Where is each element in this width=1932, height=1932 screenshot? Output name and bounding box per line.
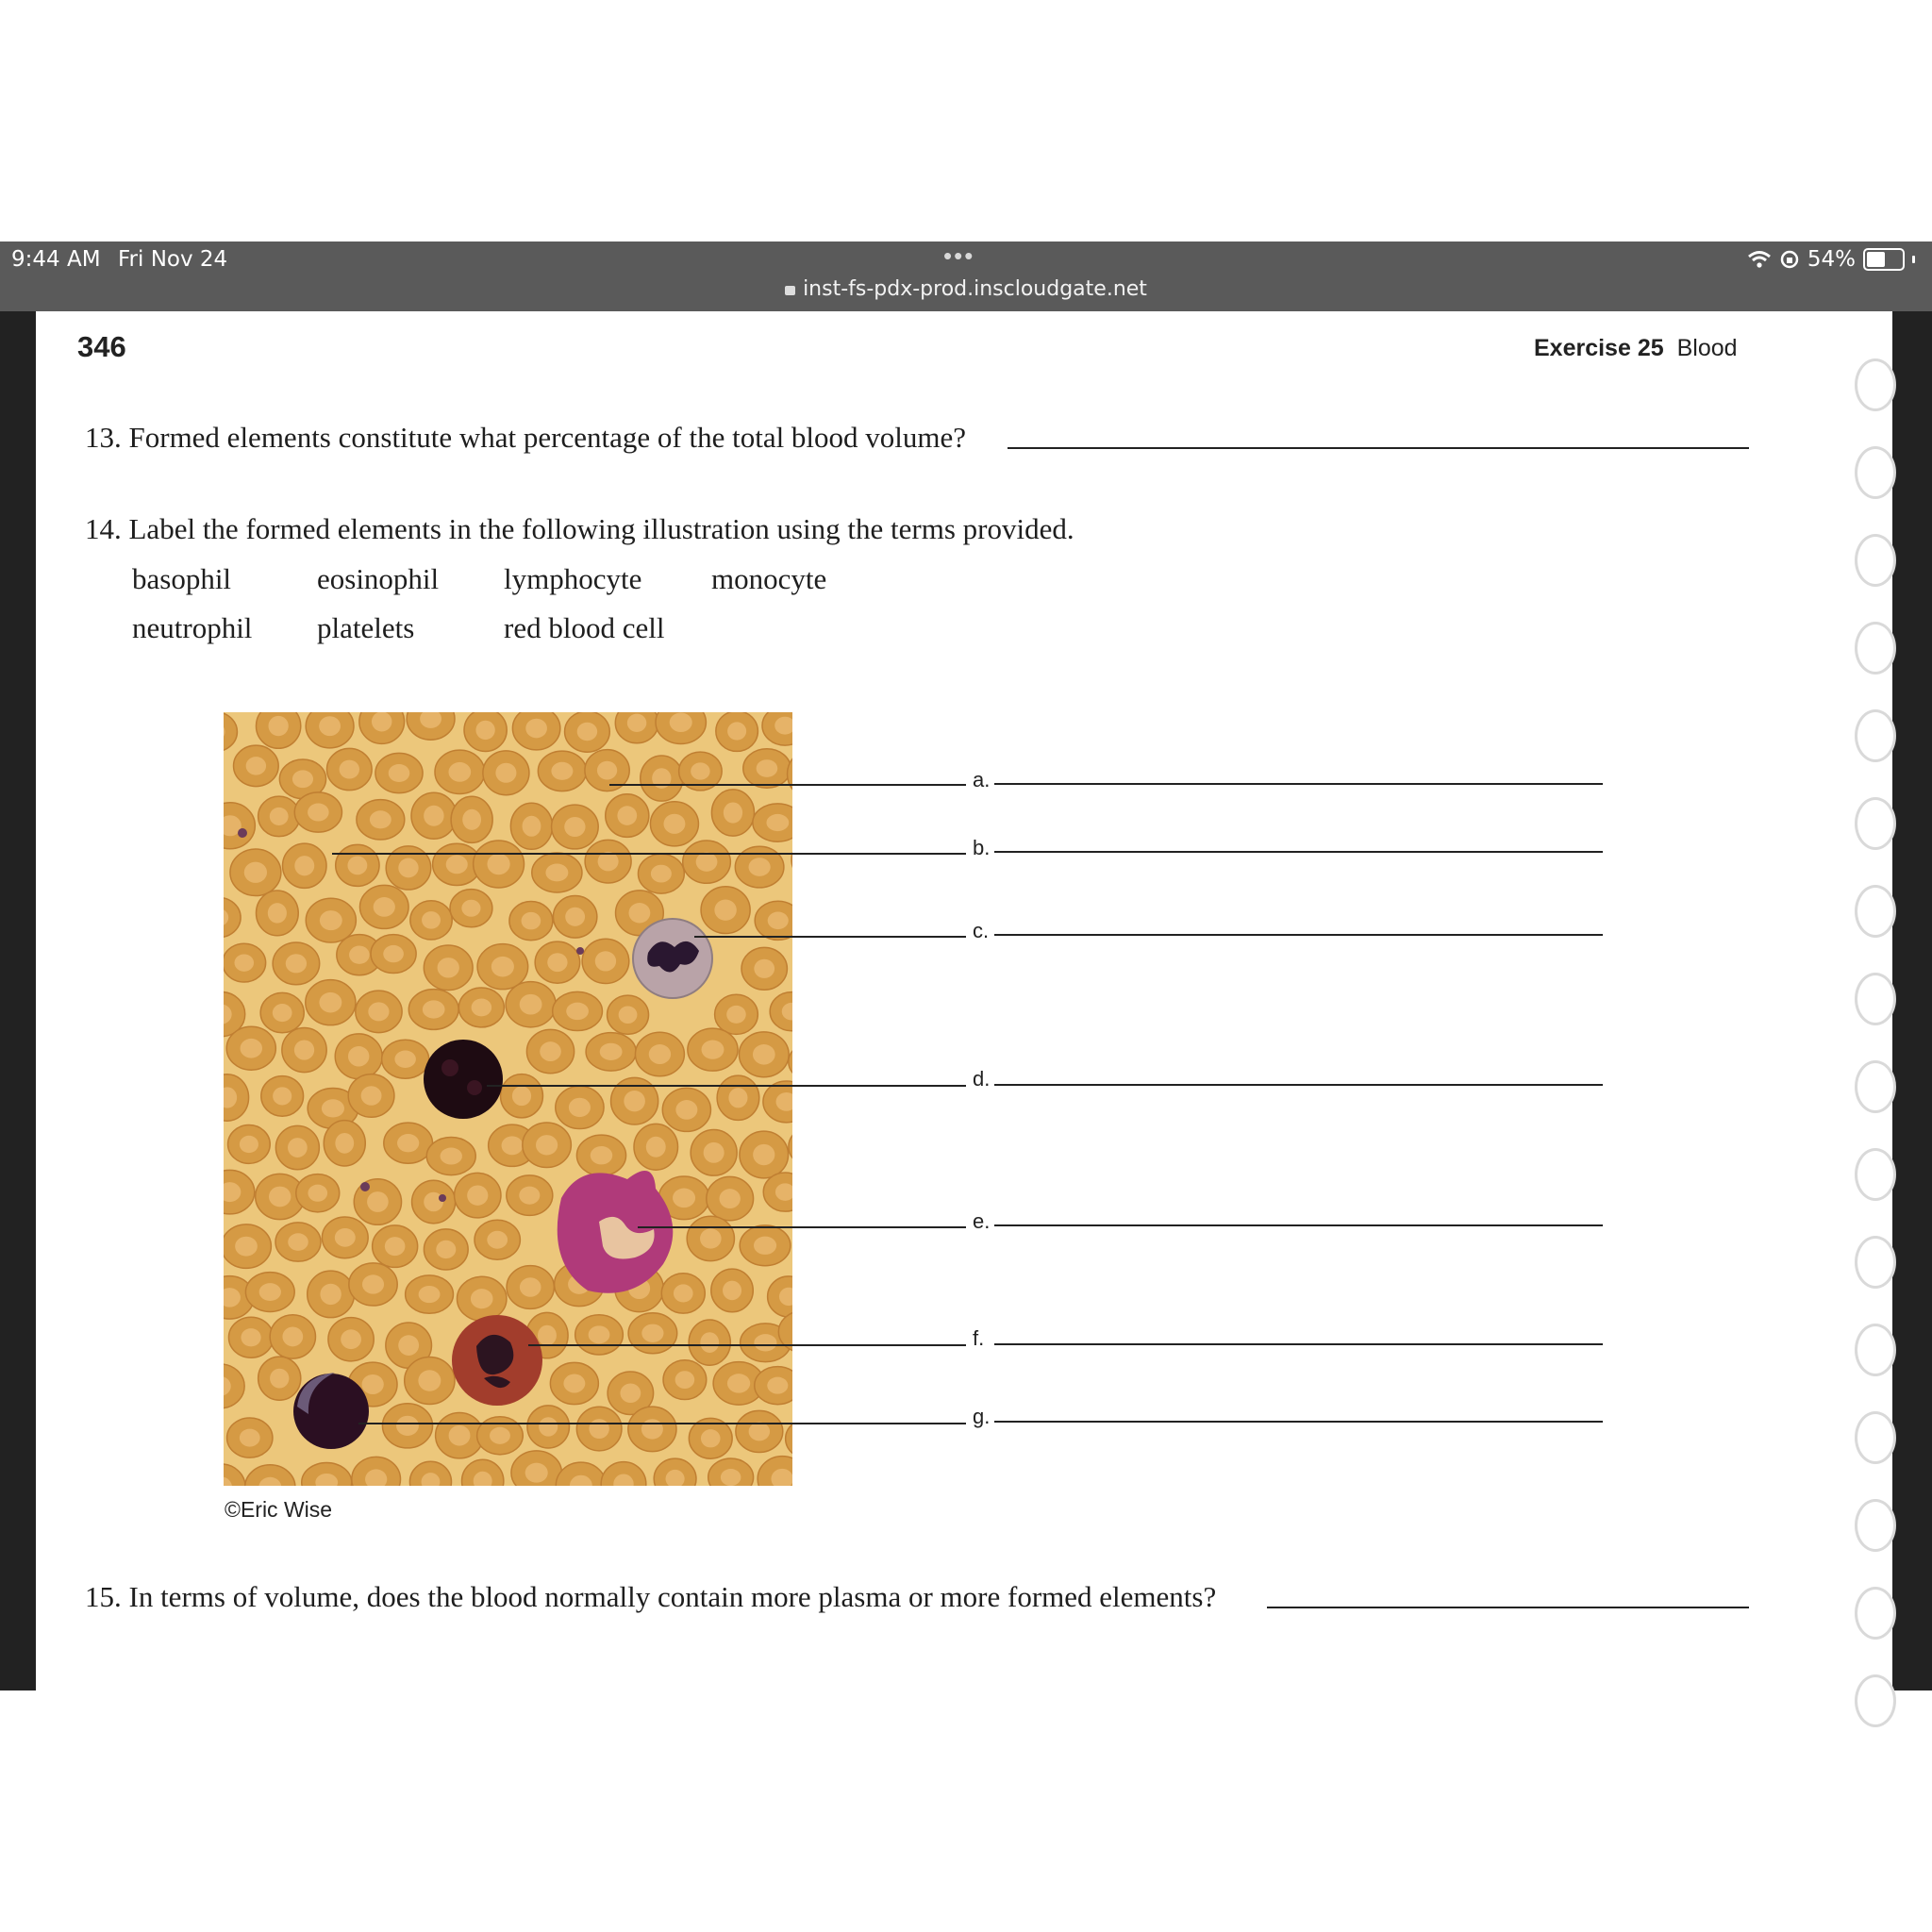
question-13-text: Formed elements constitute what percentage of the total blood volume? bbox=[128, 421, 967, 454]
red-blood-cell-center bbox=[235, 1237, 258, 1257]
wifi-icon bbox=[1747, 250, 1772, 269]
red-blood-cell-center bbox=[691, 762, 709, 779]
answer-line-b[interactable] bbox=[994, 851, 1603, 853]
red-blood-cell-center bbox=[241, 1039, 262, 1058]
red-blood-cell-center bbox=[620, 1384, 641, 1403]
binder-ring bbox=[1855, 1674, 1896, 1727]
red-blood-cell-center bbox=[538, 1325, 557, 1346]
red-blood-cell-center bbox=[423, 1000, 445, 1018]
red-blood-cell-center bbox=[566, 1003, 589, 1021]
red-blood-cell-center bbox=[389, 764, 410, 782]
red-blood-cell-center bbox=[268, 716, 288, 736]
red-blood-cell-center bbox=[487, 1231, 508, 1249]
red-blood-cell-center bbox=[461, 900, 480, 917]
red-blood-cell-center bbox=[675, 1371, 695, 1389]
red-blood-cell-center bbox=[723, 1281, 741, 1301]
red-blood-cell-center bbox=[472, 999, 492, 1017]
battery-percent: 54% bbox=[1807, 247, 1856, 272]
red-blood-cell-center bbox=[308, 804, 329, 822]
red-blood-cell-center bbox=[754, 959, 774, 978]
red-blood-cell-center bbox=[536, 1135, 558, 1155]
label-e: e. bbox=[973, 1209, 991, 1233]
term-platelets: platelets bbox=[317, 611, 415, 644]
red-blood-cell-center bbox=[438, 958, 459, 977]
question-15-text: In terms of volume, does the blood normally contain more plasma or more formed elements? bbox=[128, 1580, 1217, 1613]
question-13 bbox=[85, 421, 966, 455]
red-blood-cell-center bbox=[273, 1087, 291, 1105]
red-blood-cell-center bbox=[288, 1138, 308, 1158]
red-blood-cell-center bbox=[370, 810, 391, 828]
red-blood-cell-center bbox=[551, 762, 573, 780]
red-blood-cell-center bbox=[320, 910, 342, 930]
red-blood-cell-center bbox=[269, 1187, 291, 1208]
exercise-title: Exercise 25 bbox=[1534, 335, 1664, 361]
red-blood-cell-center bbox=[700, 1228, 722, 1248]
answer-line-13[interactable] bbox=[1008, 447, 1749, 449]
red-blood-cell-center bbox=[545, 864, 568, 882]
red-blood-cell-center bbox=[487, 854, 509, 874]
binder-ring bbox=[1855, 709, 1896, 762]
red-blood-cell-center bbox=[702, 1041, 724, 1059]
red-blood-cell-center bbox=[367, 1191, 389, 1212]
basophil-cell bbox=[424, 1040, 503, 1119]
red-blood-cell-center bbox=[441, 1148, 462, 1165]
label-f: f. bbox=[973, 1326, 985, 1350]
red-blood-cell-center bbox=[520, 994, 542, 1015]
red-blood-cell-center bbox=[674, 1284, 693, 1302]
platelet bbox=[238, 828, 247, 838]
red-blood-cell-center bbox=[727, 722, 746, 740]
question-14-number: 14. bbox=[85, 512, 122, 545]
binder-ring bbox=[1855, 622, 1896, 675]
red-blood-cell-center bbox=[525, 719, 547, 739]
neutrophil-cell bbox=[633, 919, 712, 998]
binder-ring bbox=[1855, 1587, 1896, 1640]
red-blood-cell-center bbox=[320, 1284, 341, 1305]
red-blood-cell-center bbox=[422, 911, 441, 929]
red-blood-cell-center bbox=[319, 992, 341, 1013]
binder-ring bbox=[1855, 1324, 1896, 1376]
binder-ring bbox=[1855, 1411, 1896, 1464]
red-blood-cell-center bbox=[385, 1237, 406, 1256]
answer-line-15[interactable] bbox=[1267, 1607, 1749, 1608]
leader-line-a bbox=[609, 784, 966, 786]
red-blood-cell-center bbox=[419, 1286, 441, 1303]
red-blood-cell-center bbox=[467, 1185, 488, 1205]
term-red-blood-cell: red blood cell bbox=[504, 611, 665, 644]
red-blood-cell-center bbox=[495, 763, 516, 783]
answer-line-a[interactable] bbox=[994, 783, 1603, 785]
question-15-number: 15. bbox=[85, 1580, 122, 1613]
term-eosinophil: eosinophil bbox=[317, 562, 440, 595]
red-blood-cell-center bbox=[591, 1146, 612, 1164]
red-blood-cell-center bbox=[649, 1044, 671, 1064]
binder-ring bbox=[1855, 1148, 1896, 1201]
red-blood-cell-center bbox=[308, 1185, 327, 1202]
binder-ring bbox=[1855, 1499, 1896, 1552]
red-blood-cell-center bbox=[673, 1189, 695, 1208]
red-blood-cell-center bbox=[372, 712, 391, 731]
eosinophil-cell bbox=[452, 1315, 542, 1406]
red-blood-cell-center bbox=[362, 1274, 384, 1293]
red-blood-cell-center bbox=[768, 912, 789, 930]
red-blood-cell-center bbox=[319, 716, 341, 736]
red-blood-cell-center bbox=[540, 1041, 561, 1061]
red-blood-cell-center bbox=[704, 1142, 724, 1163]
red-blood-cell-center bbox=[347, 856, 367, 874]
term-monocyte: monocyte bbox=[711, 562, 827, 595]
red-blood-cell-center bbox=[565, 908, 585, 926]
red-blood-cell-center bbox=[547, 953, 567, 972]
red-blood-cell-center bbox=[471, 1289, 493, 1308]
red-blood-cell-center bbox=[519, 1187, 540, 1205]
binder-ring bbox=[1855, 534, 1896, 587]
red-blood-cell-center bbox=[448, 762, 471, 782]
red-blood-cell-center bbox=[754, 1334, 776, 1351]
red-blood-cell-center bbox=[753, 1044, 775, 1065]
red-blood-cell-center bbox=[397, 1134, 419, 1152]
label-g: g. bbox=[973, 1405, 991, 1428]
red-blood-cell-center bbox=[490, 1427, 510, 1444]
red-blood-cell-center bbox=[619, 1006, 638, 1024]
figure-credit: ©Eric Wise bbox=[225, 1497, 333, 1522]
leader-line-b bbox=[332, 853, 966, 855]
answer-line-f[interactable] bbox=[994, 1343, 1603, 1345]
red-blood-cell-center bbox=[322, 1099, 344, 1117]
red-blood-cell-center bbox=[394, 1051, 415, 1068]
page-number: 346 bbox=[77, 330, 126, 363]
red-blood-cell-center bbox=[564, 817, 585, 837]
term-neutrophil: neutrophil bbox=[132, 611, 253, 644]
binder-ring bbox=[1855, 797, 1896, 850]
red-blood-cell-center bbox=[424, 806, 443, 826]
binder-ring bbox=[1855, 358, 1896, 411]
red-blood-cell-center bbox=[288, 1233, 308, 1251]
binder-ring bbox=[1855, 885, 1896, 938]
red-blood-cell-center bbox=[595, 951, 616, 971]
red-blood-cell-center bbox=[696, 852, 718, 871]
red-blood-cell-center bbox=[525, 1463, 548, 1483]
red-blood-cell-center bbox=[294, 1040, 314, 1059]
status-right bbox=[1747, 247, 1915, 272]
red-blood-cell-center bbox=[539, 1417, 558, 1436]
exercise-topic: Blood bbox=[1676, 335, 1738, 361]
term-basophil: basophil bbox=[132, 562, 232, 595]
red-blood-cell-center bbox=[234, 954, 254, 971]
red-blood-cell-center bbox=[714, 899, 736, 920]
leader-line-f bbox=[528, 1344, 966, 1346]
question-14-text: Label the formed elements in the following illustration using the terms provided. bbox=[128, 512, 1074, 545]
answer-line-g[interactable] bbox=[994, 1421, 1603, 1423]
red-blood-cell-center bbox=[396, 1416, 419, 1436]
answer-line-c[interactable] bbox=[994, 934, 1603, 936]
red-blood-cell-center bbox=[563, 1374, 585, 1393]
red-blood-cell-center bbox=[727, 1374, 750, 1392]
red-blood-cell-center bbox=[349, 945, 370, 963]
red-blood-cell-center bbox=[374, 897, 395, 917]
red-blood-cell-center bbox=[502, 1136, 524, 1155]
red-blood-cell-center bbox=[246, 757, 266, 775]
question-14 bbox=[85, 512, 1074, 546]
red-blood-cell-center bbox=[624, 1091, 645, 1111]
red-blood-cell-center bbox=[701, 1429, 721, 1447]
platelet bbox=[439, 1194, 446, 1202]
red-blood-cell-center bbox=[259, 1283, 281, 1301]
red-blood-cell-center bbox=[757, 759, 778, 777]
red-blood-cell-center bbox=[641, 1324, 663, 1342]
red-blood-cell-center bbox=[749, 1423, 770, 1441]
left-bezel bbox=[0, 311, 36, 1690]
red-blood-cell-center bbox=[244, 862, 267, 883]
red-blood-cell-center bbox=[340, 760, 359, 779]
red-blood-cell-center bbox=[589, 1325, 610, 1343]
right-bezel bbox=[1892, 311, 1932, 1690]
red-blood-cell-center bbox=[446, 855, 468, 874]
binder-ring bbox=[1855, 446, 1896, 499]
red-blood-cell-center bbox=[294, 856, 314, 875]
red-blood-cell-center bbox=[383, 945, 404, 962]
term-lymphocyte: lymphocyte bbox=[504, 562, 642, 595]
blood-smear-micrograph bbox=[224, 712, 792, 1486]
binder-ring bbox=[1855, 973, 1896, 1025]
lock-icon bbox=[785, 286, 795, 295]
red-blood-cell-center bbox=[286, 954, 307, 973]
red-blood-cell-center bbox=[240, 1136, 258, 1153]
red-blood-cell-center bbox=[646, 1137, 666, 1158]
red-blood-cell-center bbox=[348, 1046, 369, 1066]
red-blood-cell-center bbox=[754, 1237, 776, 1255]
red-blood-cell-center bbox=[523, 816, 541, 837]
red-blood-cell-center bbox=[335, 1133, 354, 1154]
red-blood-cell-center bbox=[628, 903, 650, 923]
address-bar[interactable] bbox=[0, 277, 1932, 301]
red-blood-cell-center bbox=[292, 770, 313, 788]
label-c: c. bbox=[973, 919, 990, 942]
red-blood-cell-center bbox=[398, 858, 418, 878]
binder-ring bbox=[1855, 1236, 1896, 1289]
label-b: b. bbox=[973, 836, 991, 859]
leader-line-g bbox=[358, 1423, 966, 1424]
question-15 bbox=[85, 1580, 1216, 1614]
red-blood-cell-center bbox=[700, 1332, 719, 1353]
more-dots-icon[interactable]: ••• bbox=[943, 242, 975, 270]
label-d: d. bbox=[973, 1067, 991, 1091]
leader-line-d bbox=[487, 1085, 966, 1087]
battery-icon bbox=[1863, 248, 1905, 271]
red-blood-cell-center bbox=[241, 1328, 260, 1346]
red-blood-cell-center bbox=[398, 1335, 419, 1356]
red-blood-cell-center bbox=[627, 714, 646, 732]
answer-line-d[interactable] bbox=[994, 1084, 1603, 1086]
red-blood-cell-center bbox=[600, 1043, 623, 1060]
red-blood-cell-center bbox=[577, 723, 597, 741]
status-date: Fri Nov 24 bbox=[118, 247, 228, 272]
red-blood-cell-center bbox=[569, 1098, 591, 1117]
red-blood-cell-center bbox=[362, 1374, 384, 1394]
red-blood-cell-center bbox=[766, 814, 789, 831]
question-13-number: 13. bbox=[85, 421, 122, 454]
red-blood-cell-center bbox=[341, 1329, 361, 1349]
red-blood-cell-center bbox=[436, 1241, 456, 1258]
red-blood-cell-center bbox=[270, 1369, 289, 1389]
red-blood-cell-center bbox=[522, 912, 541, 930]
red-blood-cell-center bbox=[270, 808, 289, 825]
leader-line-e bbox=[638, 1226, 966, 1228]
red-blood-cell-center bbox=[663, 814, 685, 834]
red-blood-cell-center bbox=[282, 1326, 303, 1346]
red-blood-cell-center bbox=[617, 806, 637, 825]
orientation-lock-icon bbox=[1779, 249, 1800, 270]
exercise-header bbox=[1534, 335, 1738, 362]
label-a: a. bbox=[973, 768, 991, 791]
red-blood-cell-center bbox=[726, 1006, 746, 1024]
leader-line-c bbox=[694, 936, 966, 938]
platelet bbox=[360, 1182, 370, 1191]
red-blood-cell-center bbox=[670, 712, 692, 732]
platelet bbox=[576, 947, 584, 955]
battery-tip bbox=[1912, 256, 1915, 263]
red-blood-cell-center bbox=[335, 1228, 356, 1247]
red-blood-cell-center bbox=[720, 1189, 741, 1208]
red-blood-cell-center bbox=[491, 957, 514, 977]
red-blood-cell-center bbox=[675, 1100, 697, 1120]
red-blood-cell-center bbox=[512, 1086, 531, 1106]
red-blood-cell-center bbox=[418, 1370, 441, 1391]
red-blood-cell-center bbox=[597, 761, 617, 780]
red-blood-cell-center bbox=[651, 865, 672, 883]
red-blood-cell-center bbox=[749, 858, 771, 876]
red-blood-cell-center bbox=[475, 721, 494, 740]
red-blood-cell-center bbox=[462, 809, 481, 830]
red-blood-cell-center bbox=[273, 1004, 292, 1022]
red-blood-cell-center bbox=[767, 1377, 788, 1394]
status-time: 9:44 AM bbox=[11, 247, 101, 272]
red-blood-cell-center bbox=[368, 1002, 389, 1021]
red-blood-cell-center bbox=[449, 1425, 471, 1446]
red-blood-cell-center bbox=[268, 903, 287, 923]
red-blood-cell-center bbox=[753, 1144, 774, 1165]
status-bar bbox=[0, 242, 1932, 311]
red-blood-cell-center bbox=[520, 1277, 541, 1297]
binder-ring bbox=[1855, 1060, 1896, 1113]
red-blood-cell-center bbox=[728, 1088, 747, 1108]
red-blood-cell-center bbox=[724, 802, 742, 823]
red-blood-cell-center bbox=[240, 1429, 260, 1447]
url-text: inst-fs-pdx-prod.inscloudgate.net bbox=[803, 277, 1147, 301]
answer-line-e[interactable] bbox=[994, 1224, 1603, 1226]
red-blood-cell-center bbox=[721, 1469, 741, 1486]
red-blood-cell-center bbox=[361, 1086, 382, 1106]
